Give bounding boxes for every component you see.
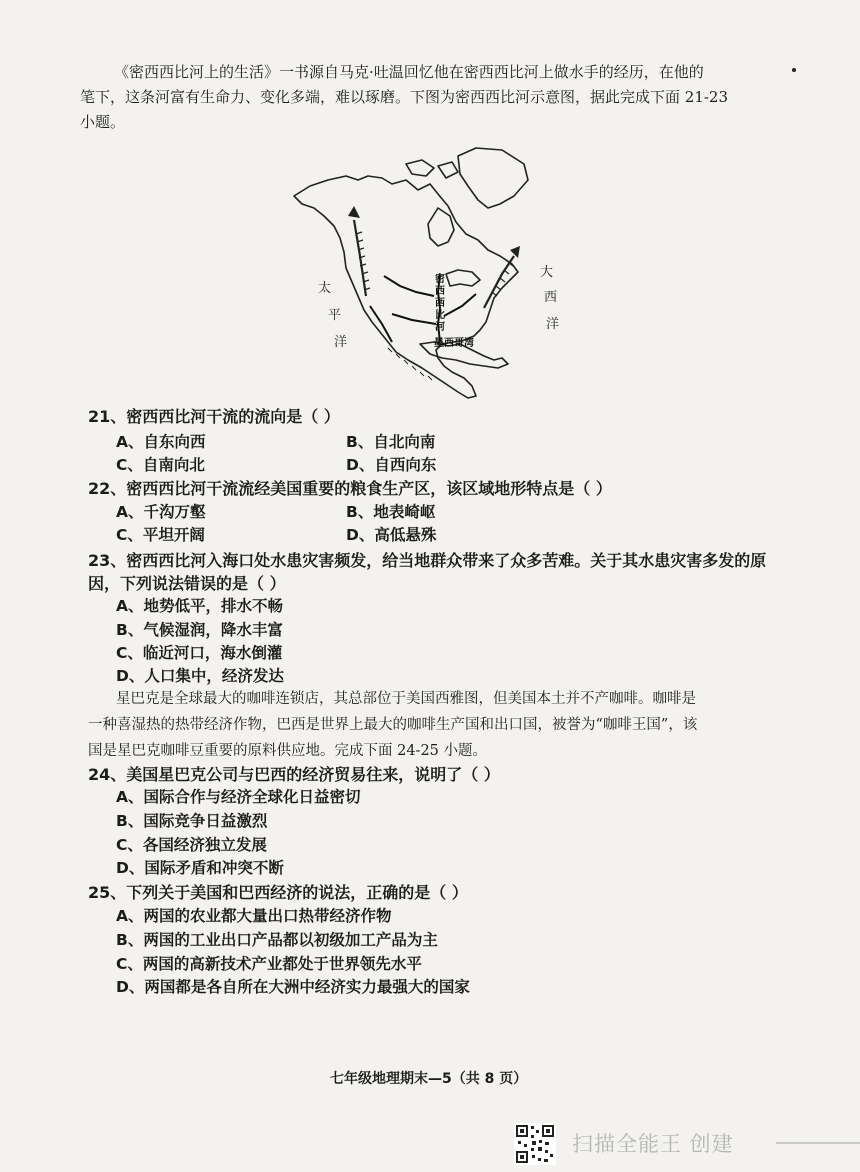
missouri-river [384,276,434,296]
intro-line-1: 《密西西比河上的生活》一书源自马克·吐温回忆他在密西西比河上做水手的经历，在他的 [114,63,704,81]
q25-option-b: B、两国的工业出口产品都以初级加工产品为主 [116,931,438,949]
greenland-outline [458,148,528,208]
question-25-stem: 25、下列关于美国和巴西经济的说法，正确的是（ ） [88,883,468,902]
q23-option-b: B、气候湿润，降水丰富 [116,621,283,639]
qr-code-icon [514,1123,556,1165]
q23-option-d: D、人口集中，经济发达 [116,667,284,685]
question-24-stem: 24、美国星巴克公司与巴西的经济贸易往来，说明了（ ） [88,765,500,784]
q21-option-d: D、自西向东 [346,456,437,474]
q25-option-a: A、两国的农业都大量出口热带经济作物 [116,907,392,925]
atlantic-label-char: 西 [544,290,558,305]
q22-option-c: C、平坦开阔 [116,526,205,544]
arkansas-river [392,314,436,324]
q23-option-c: C、临近河口，海水倒灌 [116,644,283,662]
question-23-stem-line2: 因，下列说法错误的是（ ） [88,574,286,593]
river-label-char: 比 [435,310,445,321]
intro2-line-1: 星巴克是全球最大的咖啡连锁店，其总部位于美国西雅图，但美国本土并不产咖啡。咖啡是 [116,691,696,707]
river-label-char: 西 [435,286,445,297]
atlantic-label-char: 大 [540,265,554,280]
great-lakes [446,270,480,286]
ohio-river [444,294,476,316]
question-23-stem-line1: 23、密西西比河入海口处水患灾害频发，给当地群众带来了众多苦难。关于其水患灾害多发的原 [88,551,767,570]
q21-option-a: A、自东向西 [116,433,206,451]
q25-option-d: D、两国都是各自所在大洲中经济实力最强大的国家 [116,978,470,996]
q21-option-c: C、自南向北 [116,456,205,474]
q25-option-c: C、两国的高新技术产业都处于世界领先水平 [116,955,422,973]
atlantic-label-char: 洋 [546,317,560,332]
arctic-island [406,160,434,176]
mississippi-map [288,146,570,402]
arctic-island [438,162,458,178]
pacific-label-char: 平 [328,308,342,323]
pacific-label-char: 洋 [334,335,348,350]
gulf-of-mexico-label: 墨西哥湾 [434,338,474,349]
intro-line-3: 小题。 [80,113,126,131]
q24-option-b: B、国际竞争日益激烈 [116,812,268,830]
q22-option-d: D、高低悬殊 [346,526,437,544]
watermark-rule [776,1142,860,1144]
page-footer: 七年级地理期末—5（共 8 页） [330,1071,528,1087]
q23-option-a: A、地势低平，排水不畅 [116,597,283,615]
river-label-char: 西 [435,298,445,309]
scanner-watermark: 扫描全能王 创建 [572,1132,734,1156]
hudson-bay-outline [428,208,454,246]
q21-option-b: B、自北向南 [346,433,436,451]
question-21-stem: 21、密西西比河干流的流向是（ ） [88,407,340,426]
q24-option-a: A、国际合作与经济全球化日益密切 [116,788,361,806]
intro-line-2: 笔下，这条河富有生命力、变化多端，难以琢磨。下图为密西西比河示意图，据此完成下面 21-23 [80,88,729,106]
intro-passage-mississippi [80,60,800,135]
intro2-line-2: 一种喜湿热的热带经济作物，巴西是世界上最大的咖啡生产国和出口国，被誉为“咖啡王国”，该 [88,717,698,733]
q24-option-c: C、各国经济独立发展 [116,836,267,854]
river-label-char: 密 [435,274,445,285]
q22-option-b: B、地表崎岖 [346,503,436,521]
intro2-line-3: 国是星巴克咖啡豆重要的原料供应地。完成下面 24-25 小题。 [88,743,488,759]
question-22-stem: 22、密西西比河干流流经美国重要的粮食生产区，该区域地形特点是（ ） [88,479,612,498]
q22-option-a: A、千沟万壑 [116,503,206,521]
pacific-label-char: 太 [318,281,332,296]
river-label-char: 河 [435,322,445,333]
intro-passage-starbucks [88,686,768,764]
q24-option-d: D、国际矛盾和冲突不断 [116,859,284,877]
